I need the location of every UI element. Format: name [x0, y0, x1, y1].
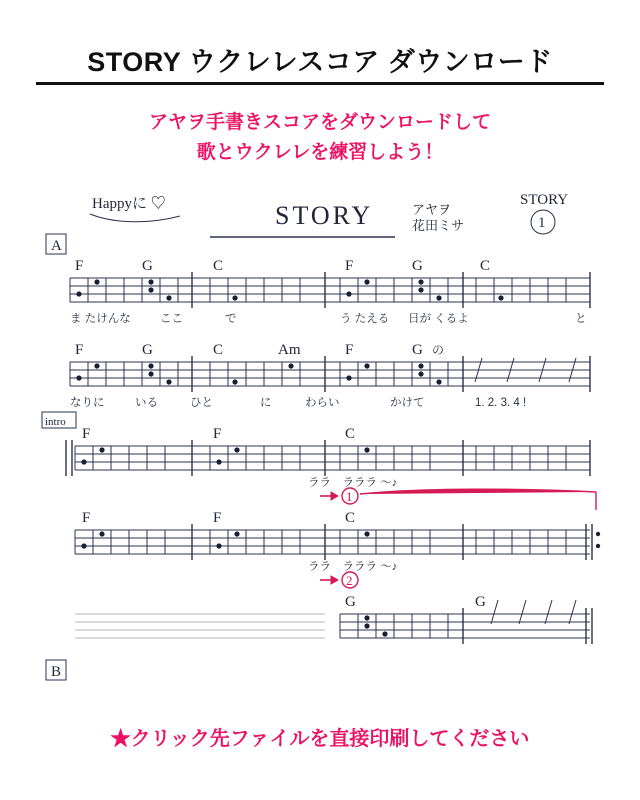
section-mark-a: A: [51, 238, 62, 254]
svg-text:ララ ラララ 〜♪: ララ ラララ 〜♪: [308, 561, 398, 573]
score-song-title: STORY: [275, 201, 374, 230]
svg-text:で: で: [225, 313, 237, 325]
svg-text:G: G: [142, 342, 153, 358]
svg-text:かけて: かけて: [390, 397, 425, 409]
svg-text:ここ: ここ: [160, 313, 183, 325]
section-mark-b: B: [51, 664, 62, 680]
svg-text:F: F: [345, 342, 354, 358]
svg-text:1. 2. 3. 4 !: 1. 2. 3. 4 !: [475, 397, 527, 409]
score-system-3: [66, 426, 596, 510]
lead-line-2: 歌とウクレレを練習しよう！: [196, 142, 444, 163]
title-underline: [36, 82, 604, 85]
score-system-1: [70, 258, 590, 325]
svg-text:F: F: [213, 426, 222, 442]
svg-text:F: F: [345, 258, 354, 274]
happy-note: Happyに ♡: [92, 196, 166, 212]
page-marker-label: STORY: [520, 192, 569, 208]
svg-text:わらい: わらい: [305, 397, 340, 409]
page-marker-number: 1: [538, 215, 546, 231]
print-instruction: ★クリック先ファイルを直接印刷してください: [110, 728, 530, 750]
svg-text:う たえる: う たえる: [340, 313, 390, 325]
svg-text:2: 2: [346, 573, 353, 588]
svg-text:なりに: なりに: [70, 397, 105, 409]
svg-text:に: に: [260, 397, 272, 409]
lead-text: [0, 108, 640, 168]
score-credit-2: 花田ミサ: [412, 218, 465, 233]
section-mark-intro: intro: [45, 416, 66, 428]
svg-text:F: F: [82, 426, 91, 442]
svg-text:G: G: [412, 258, 423, 274]
score-system-4: [75, 510, 600, 588]
page-title: STORY ウクレレスコア ダウンロード: [87, 47, 553, 77]
svg-text:C: C: [213, 342, 224, 358]
svg-text:いる: いる: [135, 397, 158, 409]
lead-line-1: アヤヲ手書きスコアをダウンロードして: [148, 112, 491, 133]
score-credit-1: アヤヲ: [412, 202, 452, 217]
svg-text:Am: Am: [278, 342, 301, 358]
score-system-5: [75, 594, 592, 644]
svg-text:G: G: [475, 594, 486, 610]
svg-text:G: G: [345, 594, 356, 610]
svg-text:F: F: [213, 510, 222, 526]
svg-text:C: C: [480, 258, 491, 274]
svg-text:ひと: ひと: [190, 397, 213, 409]
svg-text:C: C: [345, 426, 356, 442]
svg-text:F: F: [75, 258, 84, 274]
svg-text:C: C: [345, 510, 356, 526]
svg-text:G: G: [142, 258, 153, 274]
score-preview-image[interactable]: [20, 182, 620, 702]
svg-text:G: G: [412, 342, 423, 358]
svg-text:ま たけんな: ま たけんな: [70, 313, 131, 325]
svg-text:C: C: [213, 258, 224, 274]
svg-text:F: F: [82, 510, 91, 526]
svg-text:F: F: [75, 342, 84, 358]
svg-text:ララ ラララ 〜♪: ララ ラララ 〜♪: [308, 477, 398, 489]
score-system-2: [70, 342, 590, 409]
svg-text:と: と: [575, 313, 587, 325]
svg-text:日が くるよ: 日が くるよ: [408, 313, 469, 325]
svg-text:1: 1: [346, 489, 353, 504]
svg-text:の: の: [432, 343, 445, 357]
